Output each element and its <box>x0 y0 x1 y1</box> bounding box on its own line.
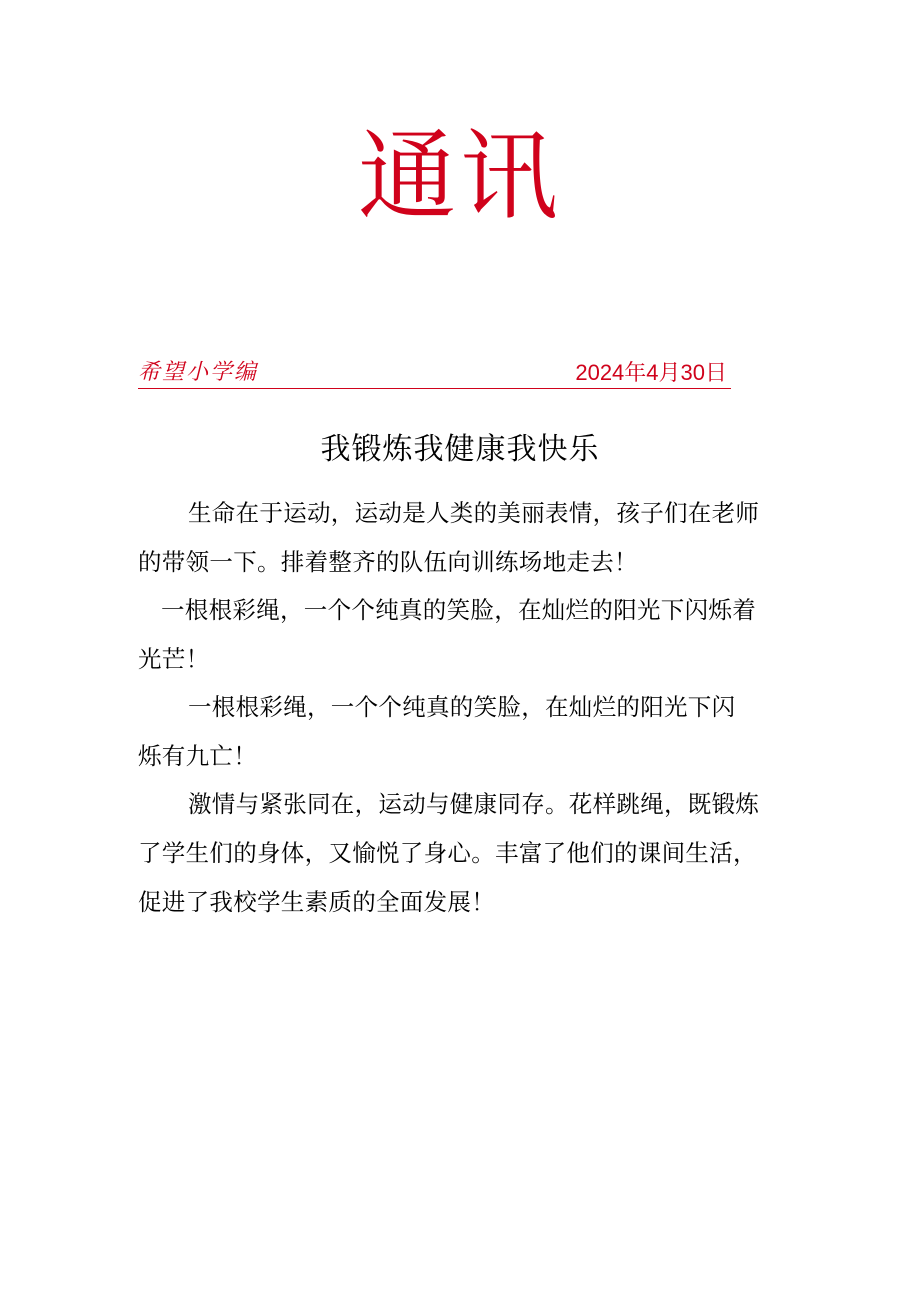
article-headline: 我锻炼我健康我快乐 <box>320 432 600 468</box>
byline <box>138 358 731 389</box>
article-paragraph: 一根根彩绳，一个个纯真的笑脸，在灿烂的阳光下闪烁有九亡！ <box>138 693 736 770</box>
article-paragraph: 一根根彩绳，一个个纯真的笑脸，在灿烂的阳光下闪烁着光芒！ <box>138 596 756 673</box>
issue-date: 2024年4月30日 <box>575 360 727 385</box>
article-paragraph: 生命在于运动，运动是人类的美丽表情，孩子们在老师的带领一下。排着整齐的队伍向训练场地走去！ <box>138 499 760 576</box>
masthead-title: 通讯 <box>357 120 562 234</box>
editor-credit: 希望小学编 <box>138 360 259 385</box>
article-paragraph: 激情与紧张同在，运动与健康同存。花样跳绳，既锻炼了学生们的身体，又愉悦了身心。丰富了他们的课间生活，促进了我校学生素质的全面发展！ <box>138 790 760 916</box>
